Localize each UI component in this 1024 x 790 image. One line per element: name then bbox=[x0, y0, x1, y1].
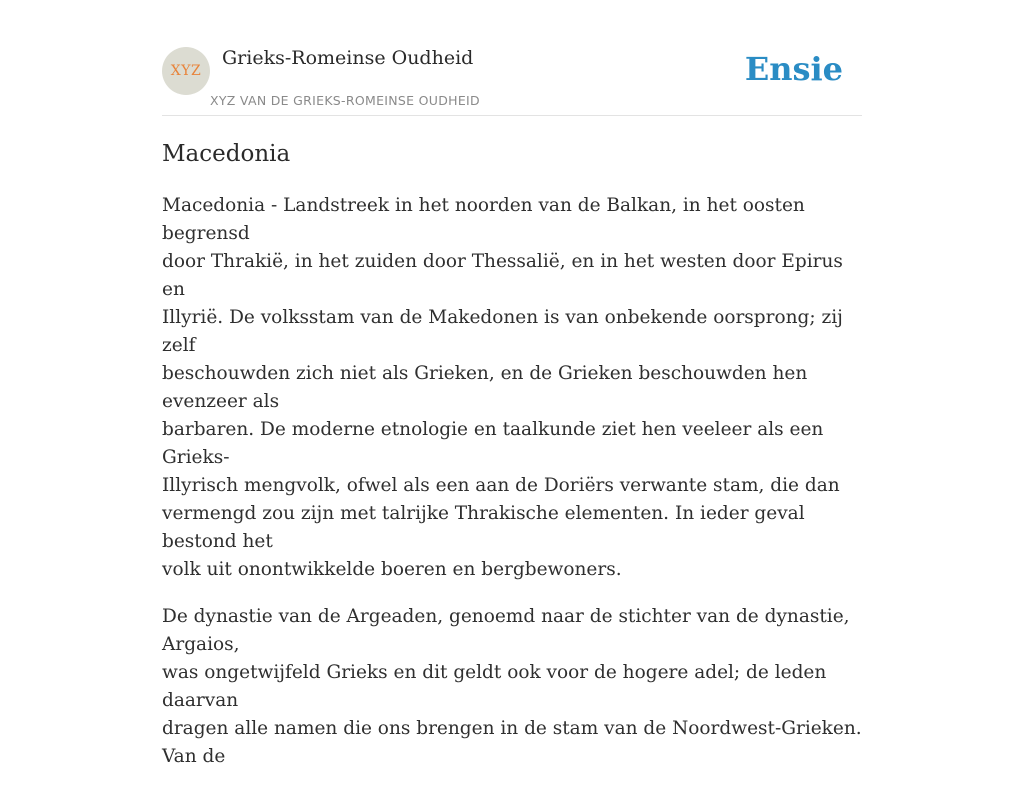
article-paragraph: Macedonia - Landstreek in het noorden van de Balkan, in het oosten begrensd door Thrakië, in het zuiden door Thessalië, en in het westen door Epirus en Illyrië. De volksstam van de Makedonen is van onbekende oorsprong; zij zelf beschouwden zich niet als Grieken, en de Grieken beschouwden hen evenzeer als barbaren. De moderne etnologie en taalkunde ziet hen veeleer als een Grieks- Illyrisch mengvolk, ofwel als een aan de Doriërs verwante stam, die dan vermengd zou zijn met talrijke Thrakische elementen. In ieder geval bestond het volk uit onontwikkelde boeren en bergbewoners. bbox=[162, 195, 843, 580]
site-header bbox=[162, 46, 862, 116]
site-avatar[interactable]: XYZ bbox=[162, 47, 210, 95]
site-subtitle: XYZ VAN DE GRIEKS-ROMEINSE OUDHEID bbox=[210, 93, 480, 108]
article-body bbox=[162, 192, 862, 790]
article-title: Macedonia bbox=[162, 141, 291, 167]
article-paragraph: De dynastie van de Argeaden, genoemd naar de stichter van de dynastie, Argaios, was ongetwijfeld Grieks en dit geldt ook voor de hogere adel; de leden daarvan dragen alle namen die ons brengen in de stam van de Noordwest-Grieken. Van de bbox=[162, 606, 862, 767]
site-title[interactable]: Grieks-Romeinse Oudheid bbox=[222, 47, 474, 69]
brand-logo[interactable]: Ensie bbox=[744, 50, 843, 88]
